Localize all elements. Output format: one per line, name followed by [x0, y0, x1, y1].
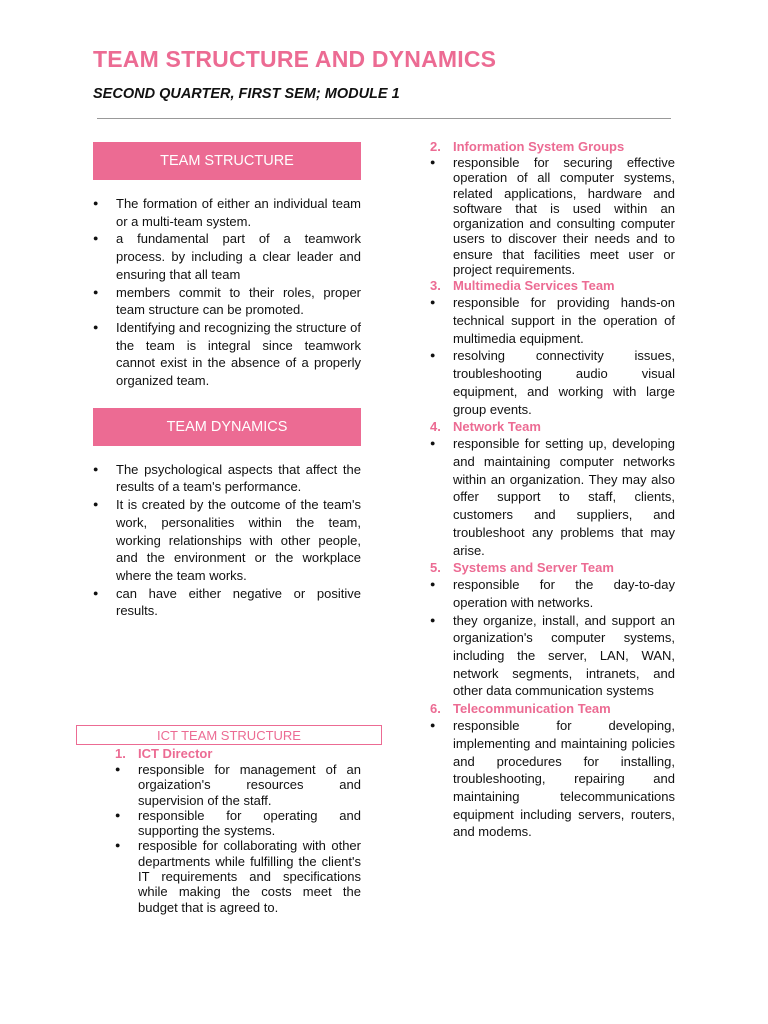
list-item: ● can have either negative or positive results. — [93, 585, 361, 620]
multimedia-list — [430, 294, 675, 418]
header-divider — [97, 118, 671, 119]
section-heading — [430, 277, 675, 294]
list-item: ● responsible for operating and supporting the systems. — [115, 808, 361, 839]
section-number: 2. — [430, 139, 441, 154]
network-list — [430, 435, 675, 559]
section-number: 5. — [430, 560, 441, 576]
team-dynamics-heading: TEAM DYNAMICS — [93, 408, 361, 446]
list-item: ● The formation of either an individual team or a multi-team system. — [93, 195, 361, 230]
team-dynamics-list — [93, 461, 361, 620]
list-item: ● responsible for management of an orgaization's resources and supervision of the staff. — [115, 762, 361, 808]
list-item: ● they organize, install, and support an organization's computer systems, including the server, LAN, WAN, network segments, intranets, and other data communication systems — [430, 612, 675, 701]
ict-director-block — [115, 745, 361, 915]
left-column — [93, 142, 361, 620]
document-subtitle: SECOND QUARTER, FIRST SEM; MODULE 1 — [93, 86, 400, 102]
list-item: ● responsible for the day-to-day operation with networks. — [430, 576, 675, 611]
list-item: ● It is created by the outcome of the team's work, personalities within the team, working relationships with other people, and the environment or the workplace where the team works. — [93, 496, 361, 585]
section-title: Information System Groups — [453, 139, 625, 154]
list-item: ● responsible for securing effective operation of all computer systems, related applications, hardware and software that is used within an organization and consulting computer users to discover their needs and to ensure that facilities meet user or project requirements. — [430, 155, 675, 277]
section-heading — [430, 418, 675, 435]
section-title: Systems and Server Team — [453, 560, 614, 576]
section-number: 6. — [430, 701, 441, 717]
list-item: ● resolving connectivity issues, troubleshooting audio visual equipment, and working with large group events. — [430, 347, 675, 418]
right-column — [430, 138, 675, 841]
section-title: Telecommunication Team — [453, 701, 611, 717]
section-title: ICT Director — [138, 746, 213, 761]
list-item: ● resposible for collaborating with other departments while fulfilling the client's IT requirements and specifications while making the costs meet the budget that is agreed to. — [115, 838, 361, 914]
list-item: ● Identifying and recognizing the structure of the team is integral since teamwork cannot exist in the absence of a properly organized team. — [93, 319, 361, 390]
list-item: ● a fundamental part of a teamwork process. by including a clear leader and ensuring that all team — [93, 230, 361, 283]
team-structure-list — [93, 195, 361, 390]
ict-team-structure-heading: ICT TEAM STRUCTURE — [76, 725, 382, 745]
list-item: ● responsible for setting up, developing and maintaining computer networks within an organization. They may also offer support to staff, clients, customers and suppliers, and troubleshoot any problems that may arise. — [430, 435, 675, 559]
info-system-list — [430, 155, 675, 277]
section-number: 1. — [115, 746, 126, 761]
list-item: ● members commit to their roles, proper team structure can be promoted. — [93, 284, 361, 319]
team-structure-heading: TEAM STRUCTURE — [93, 142, 361, 180]
section-number: 3. — [430, 278, 441, 294]
list-item: ● responsible for developing, implementing and maintaining policies and procedures for installing, troubleshooting, repairing and maintaining telecommunications equipment including servers, routers, and modems. — [430, 717, 675, 841]
systems-server-list — [430, 576, 675, 700]
section-heading — [430, 138, 675, 155]
section-heading — [115, 745, 361, 762]
section-title: Network Team — [453, 419, 541, 435]
section-number: 4. — [430, 419, 441, 435]
list-item: ● The psychological aspects that affect the results of a team's performance. — [93, 461, 361, 496]
section-title: Multimedia Services Team — [453, 278, 615, 294]
section-heading — [430, 700, 675, 717]
list-item: ● responsible for providing hands-on technical support in the operation of multimedia equipment. — [430, 294, 675, 347]
document-title: TEAM STRUCTURE AND DYNAMICS — [93, 46, 497, 72]
section-heading — [430, 559, 675, 576]
ict-director-list — [115, 762, 361, 915]
telecom-list — [430, 717, 675, 841]
